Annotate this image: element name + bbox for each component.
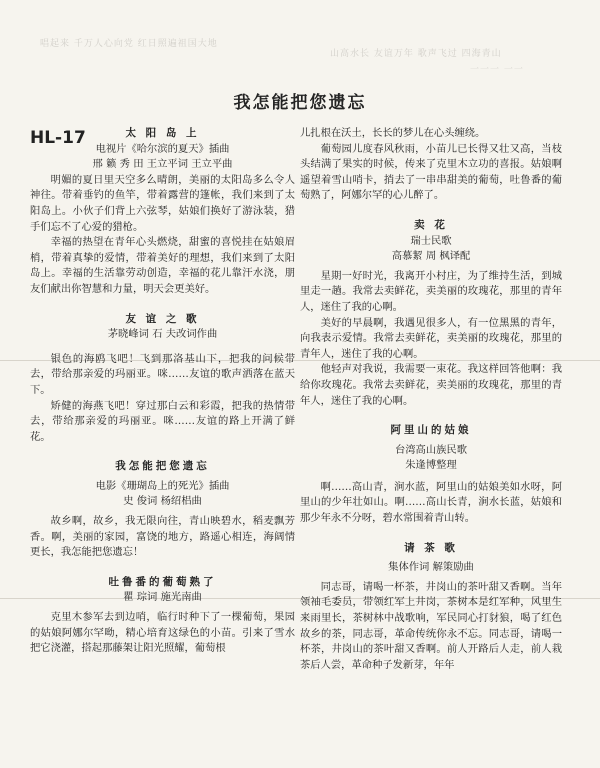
song-credit: 瞿 琮词 施光南曲 [123, 591, 202, 604]
catalog-code: HL-17 [30, 128, 86, 148]
bleed-through-text: 一一一 一一 [470, 65, 524, 75]
lyric-paragraph: 故乡啊，故乡，我无限向往，青山映碧水，稻麦飘芳香。啊，美丽的家园，富饶的地方，路遥心相连，海阔情更长，我怎能把您遗忘！ [30, 515, 295, 559]
song-credit: 茅晓峰词 石 夫改词作曲 [107, 328, 218, 341]
lyric-paragraph: 明媚的夏日里天空多么晴朗，美丽的太阳岛多么令人神往。带着垂钓的鱼竿，带着露营的篷帐，我们来到了太阳岛上。小伙子们背上六弦琴，姑娘们换好了游泳装，猎手们忘不了心爱的猎枪。 [30, 173, 295, 233]
song-title: 太 阳 岛 上 [125, 127, 200, 139]
lyric-paragraph: 儿扎根在沃土，长长的梦儿在心头缠绕。 [300, 127, 486, 139]
lyric-paragraph: 幸福的热望在青年心头燃烧，甜蜜的喜悦挂在姑娘眉梢，带着真挚的爱情，带着美好的理想，我们来到了太阳岛上。幸福的生活靠劳动创造，幸福的花儿靠汗水浇，朋友们献出你智慧和力量，明天会更美好。 [30, 236, 295, 295]
lyric-paragraph: 克里木参军去到边哨，临行时种下了一棵葡萄，果园的姑娘阿娜尔罕呦，精心培育这绿色的小苗。引来了雪水把它浇灌，搭起那藤架让阳光照耀，葡萄根 [30, 611, 295, 655]
lyric-paragraph: 葡萄园儿度春风秋雨，小苗儿已长得又壮又高，当枝头结满了果实的时候，传来了克里木立功的喜报。姑娘啊遥望着雪山哨卡，捎去了一串串甜美的葡萄，吐鲁番的葡萄熟了，阿娜尔罕的心儿醉了。 [300, 142, 562, 202]
lyric-paragraph: 啊……高山青，涧水蓝，阿里山的姑娘美如水呀，阿里山的少年壮如山。啊……高山长青，涧水长蓝，姑娘和那少年永不分呀，碧水常围着青山转。 [300, 480, 562, 525]
song-credit: 瑞士民歌 [410, 234, 452, 247]
song-credit: 电影《珊瑚岛上的死光》插曲 [95, 479, 230, 492]
song-title: 友 谊 之 歌 [125, 312, 200, 325]
lyric-paragraph: 同志哥，请喝一杯茶，井岗山的茶叶甜又香啊。当年领袖毛委员，带领红军上井岗，茶树本是红军种，风里生来雨里长，茶树林中战歌响，军民同心打豺狼，喝了红色故乡的茶，同志哥，革命传统你永不忘。同志哥，请喝一杯茶，井岗山的茶叶甜又香啊。前人开路后人走，前人栽茶后人尝，革命种子发新芽，年年 [300, 580, 562, 671]
lyric-paragraph: 美好的早晨啊，我遇见很多人，有一位黑黑的青年，向我表示爱情。我常去卖鲜花，卖美丽的玫瑰花，那里的青年人，迷住了我的心啊。 [300, 316, 562, 360]
song-credit: 史 俊词 杨绍梠曲 [123, 495, 202, 508]
song-title: 请 茶 歌 [404, 541, 458, 554]
song-credit: 邢 籁 秀 田 王立平词 王立平曲 [92, 158, 233, 171]
lyric-paragraph: 矫健的海燕飞吧！穿过那白云和彩霞，把我的热情带去，带给那亲爱的玛丽亚。咪……友谊的路上开满了鲜花。 [30, 399, 295, 443]
song-title: 吐鲁番的葡萄熟了 [108, 575, 217, 588]
song-credit: 高慕絜 周 枫译配 [391, 250, 471, 263]
song-credit: 电视片《哈尔滨的夏天》插曲 [95, 142, 230, 155]
song-credit: 集体作词 解策励曲 [388, 561, 474, 574]
bleed-through-text: 唱起来 千万人心向党 红日照遍祖国大地 [40, 39, 218, 49]
lyric-paragraph: 银色的海鸥飞吧！飞到那洛基山下，把我的问候带去，带给那亲爱的玛丽亚。咪……友谊的歌声洒落在蓝天下。 [30, 352, 295, 396]
right-column [300, 126, 562, 673]
song-title: 我怎能把您遗忘 [115, 460, 210, 473]
page-title: 我怎能把您遗忘 [233, 93, 367, 113]
left-column [30, 126, 295, 657]
song-credit: 台湾高山族民歌 [394, 443, 468, 456]
song-credit: 朱逢博整理 [405, 459, 457, 472]
bleed-through-text: 山高水长 友谊万年 歌声飞过 四海青山 [330, 49, 502, 59]
lyric-paragraph: 星期一好时光，我离开小村庄，为了维持生活，到城里走一趟。我常去卖鲜花，卖美丽的玫瑰花，那里的青年人，迷住了我的心啊。 [300, 269, 562, 313]
song-title: 卖 花 [414, 218, 448, 231]
song-title: 阿里山的姑娘 [390, 424, 472, 437]
lyric-paragraph: 他轻声对我说，我需要一束花。我这样回答他啊：我给你玫瑰花。我常去卖鲜花，卖美丽的玫瑰花，那里的青年人，迷住了我的心啊。 [300, 363, 562, 407]
